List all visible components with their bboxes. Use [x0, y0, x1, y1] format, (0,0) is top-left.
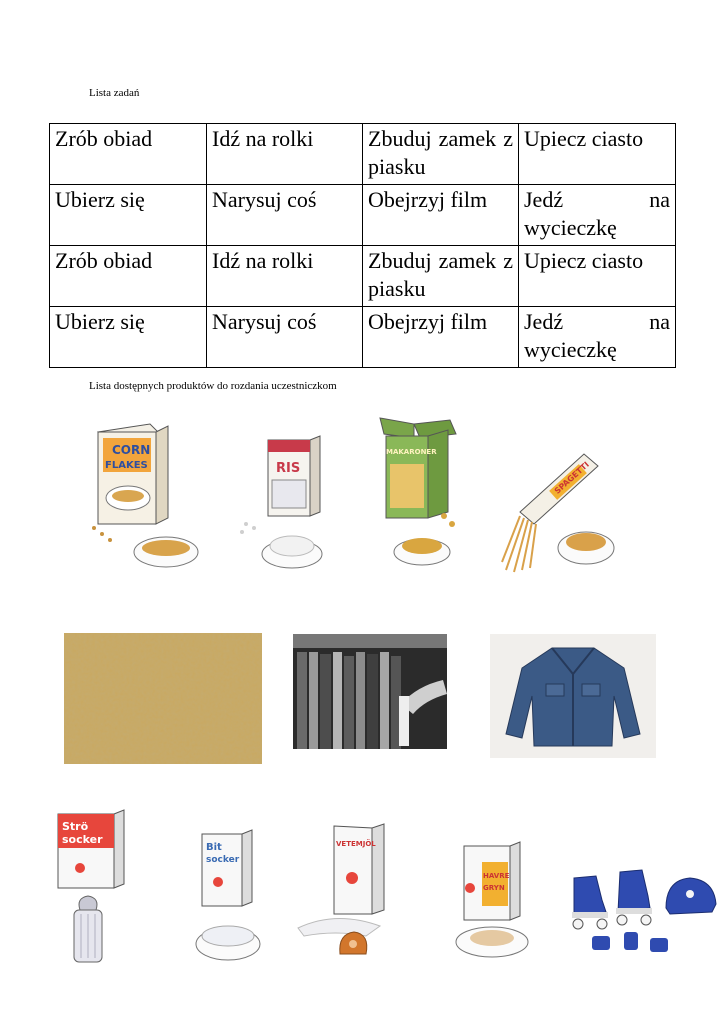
flakes-label: FLAKES: [105, 460, 148, 471]
powdered-sugar-image: [54, 806, 130, 966]
macaroni-image: [374, 414, 464, 576]
denim-jacket-image: [490, 634, 656, 758]
table-cell: Upiecz ciasto: [519, 246, 676, 307]
table-row: [50, 307, 676, 368]
bookshelf-image: [293, 634, 447, 749]
tasks-table: [49, 123, 676, 368]
table-cell: Narysuj coś: [207, 307, 363, 368]
table-cell: Jedź na wycieczkę: [519, 185, 676, 246]
table-cell: Jedź na wycieczkę: [519, 307, 676, 368]
stro-label: Strö: [62, 820, 89, 833]
sugar-cubes-image: [186, 826, 270, 964]
vetemjol-label: VETEMJÖL: [336, 840, 376, 848]
table-cell: Zbuduj zamek z piasku: [363, 124, 519, 185]
tasks-heading: Lista zadań: [89, 87, 140, 99]
table-cell: Ubierz się: [50, 307, 207, 368]
bit-socker-label: socker: [206, 855, 240, 865]
bit-label: Bit: [206, 842, 222, 853]
spagetti-label: SPAGETTI: [552, 460, 591, 496]
oats-image: [452, 838, 532, 962]
spaghetti-image: [500, 452, 616, 576]
stro-socker-label: socker: [62, 833, 103, 846]
flour-image: [296, 822, 392, 964]
table-cell: Zrób obiad: [50, 124, 207, 185]
rice-image: [236, 432, 326, 578]
table-cell: Narysuj coś: [207, 185, 363, 246]
roller-skates-image: [562, 860, 722, 960]
havre-label: HAVRE: [483, 872, 510, 880]
table-row: [50, 246, 676, 307]
products-heading: Lista dostępnych produktów do rozdania uczestniczkom: [89, 380, 337, 392]
table-cell: Upiecz ciasto: [519, 124, 676, 185]
table-row: [50, 185, 676, 246]
table-cell: Obejrzyj film: [363, 307, 519, 368]
gryn-label: GRYN: [483, 884, 505, 892]
sand-image: [64, 633, 262, 764]
table-cell: Obejrzyj film: [363, 185, 519, 246]
table-row: [50, 124, 676, 185]
makaroner-label: MAKARONER: [386, 448, 437, 456]
table-cell: Ubierz się: [50, 185, 207, 246]
corn-flakes-image: [88, 418, 200, 580]
ris-label: RIS: [276, 461, 301, 476]
corn-label: CORN: [112, 443, 151, 457]
table-cell: Idź na rolki: [207, 124, 363, 185]
table-cell: Zrób obiad: [50, 246, 207, 307]
table-cell: Zbuduj zamek z piasku: [363, 246, 519, 307]
table-cell: Idź na rolki: [207, 246, 363, 307]
